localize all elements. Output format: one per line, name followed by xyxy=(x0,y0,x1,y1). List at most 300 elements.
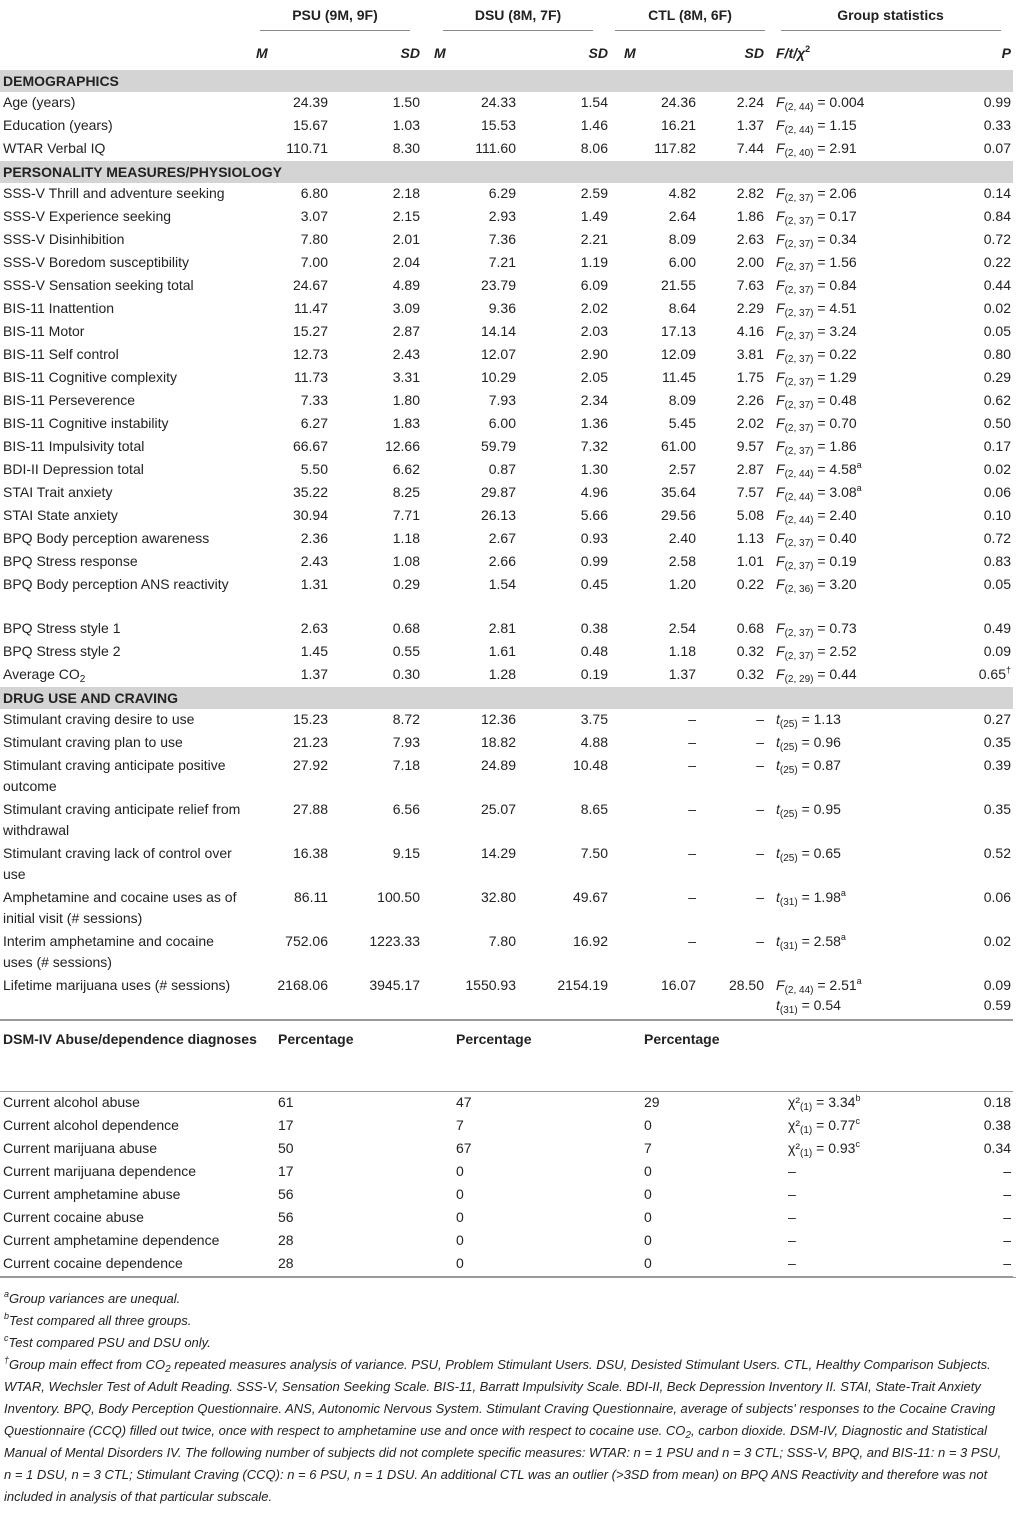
row-label xyxy=(0,618,246,641)
psu-mean-cell: 86.11 xyxy=(294,889,328,905)
dsu-sd-cell: 1.49 xyxy=(580,208,608,224)
ctl-mean-cell: 6.00 xyxy=(668,254,696,270)
row-label-text: BPQ Body perception ANS reactivity xyxy=(3,576,229,592)
dsm-ctl-percentage: 0 xyxy=(644,1163,652,1179)
ctl-mean-cell: – xyxy=(688,711,696,727)
ctl-mean-cell: – xyxy=(688,845,696,861)
dsu-mean-cell: 10.29 xyxy=(480,369,516,385)
psu-mean-cell: 24.67 xyxy=(292,277,328,293)
statistic-df: (2, 37) xyxy=(784,285,814,296)
statistic-symbol: F xyxy=(776,277,785,293)
statistic-df: (2, 44) xyxy=(784,125,814,136)
dsm-row xyxy=(0,1138,1013,1161)
statistic-df: (31) xyxy=(779,897,798,908)
row-label xyxy=(0,574,246,618)
dsm-statistic-cell xyxy=(784,1092,940,1116)
dsu-sd-cell: 49.67 xyxy=(572,889,608,905)
statistic-cell xyxy=(768,321,936,344)
section-header xyxy=(0,687,1013,709)
ctl-mean-cell: 8.64 xyxy=(668,300,696,316)
p-value-text: 0.09 xyxy=(983,977,1011,993)
ctl-mean-cell: 2.64 xyxy=(668,208,696,224)
statistic-footnote-mark: a xyxy=(840,932,846,942)
statistic-text: = 0.73 xyxy=(813,620,857,636)
statistic-cell xyxy=(768,641,936,664)
statistic-text: = 4.51 xyxy=(813,300,857,316)
statistic-df: (2, 44) xyxy=(784,985,814,996)
dsm-statistic-mark: b xyxy=(855,1093,861,1103)
statistic-value xyxy=(776,664,934,684)
row-label-text: BPQ Stress response xyxy=(3,553,138,569)
ctl-sd-cell: 3.81 xyxy=(736,346,764,362)
statistic-symbol: F xyxy=(776,507,785,523)
row-label-text: STAI Trait anxiety xyxy=(3,484,113,500)
statistic-value xyxy=(776,344,934,364)
psu-sd-cell: 8.25 xyxy=(392,484,420,500)
statistic-cell xyxy=(768,799,936,843)
statistic-cell xyxy=(768,436,936,459)
dsu-sd-cell: 7.50 xyxy=(580,845,608,861)
statistic-text: = 0.17 xyxy=(813,208,857,224)
dsm-p-value: 0.38 xyxy=(983,1117,1011,1133)
dsm-row xyxy=(0,1184,1013,1207)
psu-mean-cell: 15.27 xyxy=(292,323,328,339)
dsm-ctl-percentage: 0 xyxy=(644,1255,652,1271)
row-label-text: SSS-V Boredom susceptibility xyxy=(3,254,189,270)
dsu-sd-cell: 4.96 xyxy=(580,484,608,500)
row-label xyxy=(0,887,246,931)
statistic-cell xyxy=(768,275,936,298)
statistic-value xyxy=(776,551,934,571)
statistic-symbol: F xyxy=(776,461,785,477)
p-value-text: 0.02 xyxy=(983,933,1011,949)
dsu-mean-cell: 2.67 xyxy=(488,530,516,546)
statistic-symbol: t xyxy=(776,889,780,905)
table-row xyxy=(0,709,1013,732)
ctl-sd-cell: 1.86 xyxy=(736,208,764,224)
statistic-symbol: t xyxy=(776,801,780,817)
p-value-text: 0.35 xyxy=(983,801,1011,817)
statistic-cell xyxy=(768,931,936,975)
statistic-cell xyxy=(768,367,936,390)
dsu-mean-cell: 6.29 xyxy=(488,185,516,201)
p-value-text: 0.05 xyxy=(983,576,1011,592)
row-label-text: Stimulant craving anticipate relief from withdrawal xyxy=(3,801,241,838)
dsm-p-value: – xyxy=(1003,1232,1011,1248)
psu-sd-cell: 4.89 xyxy=(392,277,420,293)
ctl-mean-header: M xyxy=(624,45,636,61)
statistic-value-2 xyxy=(776,995,934,1015)
dsm-statistic-symbol: – xyxy=(788,1255,796,1271)
psu-sd-cell: 6.56 xyxy=(392,801,420,817)
statistic-symbol: F xyxy=(776,484,785,500)
ctl-mean-cell: 2.54 xyxy=(668,620,696,636)
row-label-text: Interim amphetamine and cocaine uses (# sessions) xyxy=(3,933,214,970)
group-header-psu: PSU (9M, 9F) xyxy=(246,0,424,36)
statistic-symbol: t xyxy=(776,734,780,750)
row-label-text: BIS-11 Motor xyxy=(3,323,85,339)
dsm-dsu-percentage: 67 xyxy=(456,1140,472,1156)
ctl-mean-cell: 2.58 xyxy=(668,553,696,569)
statistic-symbol: F xyxy=(776,666,785,682)
p-value xyxy=(938,390,1011,410)
row-label xyxy=(0,709,246,732)
dsu-sd-cell: 8.65 xyxy=(580,801,608,817)
psu-sd-cell: 1.08 xyxy=(392,553,420,569)
statistic-cell xyxy=(768,528,936,551)
dsu-mean-header: M xyxy=(434,45,446,61)
ctl-mean-cell: 5.45 xyxy=(668,415,696,431)
dsm-row xyxy=(0,1115,1013,1138)
dsu-sd-cell: 0.45 xyxy=(580,576,608,592)
dsu-sd-cell: 2.03 xyxy=(580,323,608,339)
statistic-value xyxy=(776,641,934,661)
row-label xyxy=(0,138,246,161)
dsu-sd-cell: 2.90 xyxy=(580,346,608,362)
statistic-value xyxy=(776,390,934,410)
row-label-text: Age (years) xyxy=(3,94,76,110)
table-row xyxy=(0,321,1013,344)
dsu-mean-cell: 0.87 xyxy=(488,461,516,477)
p-value xyxy=(938,459,1011,479)
p-value-text: 0.52 xyxy=(983,845,1011,861)
statistic-symbol: F xyxy=(776,140,785,156)
dsm-statistic-symbol: – xyxy=(788,1163,796,1179)
dsu-sd-cell: 2.05 xyxy=(580,369,608,385)
row-label-text: Stimulant craving plan to use xyxy=(3,734,183,750)
statistic-value xyxy=(776,298,934,318)
statistic-cell xyxy=(768,505,936,528)
psu-mean-cell: 6.80 xyxy=(300,185,328,201)
p-value-cell xyxy=(936,115,1013,138)
dsu-mean-cell: 2.81 xyxy=(488,620,516,636)
row-label xyxy=(0,229,246,252)
dsm-psu-percentage: 56 xyxy=(278,1186,294,1202)
statistic-value xyxy=(776,799,934,819)
psu-sd-cell: 1223.33 xyxy=(369,933,420,949)
psu-sd-cell: 2.87 xyxy=(392,323,420,339)
p-value-header: P xyxy=(1001,45,1011,61)
table-row xyxy=(0,843,1013,887)
row-label xyxy=(0,732,246,755)
ctl-sd-cell: 1.75 xyxy=(736,369,764,385)
dsu-sd-cell: 2.34 xyxy=(580,392,608,408)
dsm-diagnoses-table xyxy=(0,1020,1013,1277)
dsm-ctl-percentage: 0 xyxy=(644,1232,652,1248)
statistic-text: = 0.65 xyxy=(797,845,841,861)
row-label xyxy=(0,92,246,115)
dsu-sd-cell: 1.19 xyxy=(580,254,608,270)
psu-mean-cell: 7.00 xyxy=(300,254,328,270)
p-value xyxy=(938,367,1011,387)
row-label xyxy=(0,115,246,138)
p-value-text: 0.99 xyxy=(983,94,1011,110)
statistic-symbol: F xyxy=(776,415,785,431)
row-label-text: Stimulant craving anticipate positive outcome xyxy=(3,757,226,794)
statistic-value xyxy=(776,321,934,341)
dsm-p-value: – xyxy=(1003,1255,1011,1271)
dsu-sd-cell: 5.66 xyxy=(580,507,608,523)
table-row xyxy=(0,229,1013,252)
statistic-df: (2, 37) xyxy=(784,628,814,639)
ctl-mean-cell: – xyxy=(688,734,696,750)
dsu-mean-cell: 23.79 xyxy=(480,277,516,293)
statistic-text: = 3.24 xyxy=(813,323,857,339)
table-row xyxy=(0,574,1013,618)
p-value xyxy=(938,115,1011,135)
p-value xyxy=(938,732,1011,752)
statistic-cell xyxy=(768,618,936,641)
dsu-mean-cell: 1.28 xyxy=(488,666,516,682)
dsm-statistic-text: = 0.77 xyxy=(812,1117,856,1133)
psu-mean-cell: 27.92 xyxy=(292,757,328,773)
p-value xyxy=(938,321,1011,341)
statistic-value xyxy=(776,252,934,272)
p-value-cell xyxy=(936,975,1013,1020)
statistic-symbol: F xyxy=(776,977,785,993)
statistic-value xyxy=(776,574,934,594)
statistic-text: = 2.40 xyxy=(813,507,857,523)
p-value-mark: † xyxy=(1005,665,1011,675)
statistic-symbol: F xyxy=(776,231,785,247)
statistic-cell xyxy=(768,252,936,275)
p-value-cell xyxy=(936,755,1013,799)
dsu-sd-cell: 0.19 xyxy=(580,666,608,682)
row-label-text: Stimulant craving desire to use xyxy=(3,711,195,727)
row-label-text: BDI-II Depression total xyxy=(3,461,144,477)
psu-mean-cell: 752.06 xyxy=(285,933,328,949)
statistic-df: (2, 37) xyxy=(784,377,814,388)
p-value-text: 0.17 xyxy=(983,438,1011,454)
ctl-mean-cell: – xyxy=(688,933,696,949)
statistic-symbol: F xyxy=(776,254,785,270)
dsm-row xyxy=(0,1161,1013,1184)
statistic-text: = 1.29 xyxy=(813,369,857,385)
statistic-symbol: F xyxy=(776,576,785,592)
statistic-cell xyxy=(768,115,936,138)
table-row xyxy=(0,528,1013,551)
statistic-value xyxy=(776,931,934,951)
ctl-mean-cell: 16.07 xyxy=(660,977,696,993)
row-label xyxy=(0,505,246,528)
p-value xyxy=(938,975,1011,995)
p-value-text: 0.35 xyxy=(983,734,1011,750)
table-row xyxy=(0,138,1013,161)
row-label-text: SSS-V Sensation seeking total xyxy=(3,277,194,293)
p-value-text: 0.22 xyxy=(983,254,1011,270)
p-value-cell xyxy=(936,505,1013,528)
row-label xyxy=(0,367,246,390)
p-value xyxy=(938,252,1011,272)
dsm-statistic-cell xyxy=(784,1253,940,1277)
dsu-mean-cell: 7.93 xyxy=(488,392,516,408)
statistic-cell xyxy=(768,975,936,1020)
statistic-symbol: F xyxy=(776,185,785,201)
p-value xyxy=(938,664,1011,684)
ctl-sd-cell: 0.32 xyxy=(736,666,764,682)
row-label xyxy=(0,664,246,687)
psu-sd-cell: 3.31 xyxy=(392,369,420,385)
p-value-cell xyxy=(936,732,1013,755)
p-value-text: 0.02 xyxy=(983,461,1011,477)
statistic-text: = 3.20 xyxy=(813,576,857,592)
dsm-ctl-percentage: 0 xyxy=(644,1117,652,1133)
table-row xyxy=(0,390,1013,413)
p-value xyxy=(938,574,1011,594)
dsm-statistic-cell xyxy=(784,1138,940,1161)
statistic-value xyxy=(776,229,934,249)
psu-sd-cell: 1.03 xyxy=(392,117,420,133)
dsm-p-value: 0.18 xyxy=(983,1094,1011,1110)
statistic-symbol: F xyxy=(776,94,785,110)
dsu-mean-cell: 12.07 xyxy=(480,346,516,362)
statistic-df: (31) xyxy=(779,941,798,952)
statistic-text: = 0.87 xyxy=(797,757,841,773)
statistic-symbol: F xyxy=(776,300,785,316)
statistic-cell xyxy=(768,732,936,755)
table-row xyxy=(0,298,1013,321)
row-label-text: WTAR Verbal IQ xyxy=(3,140,106,156)
row-label xyxy=(0,482,246,505)
psu-mean-cell: 2.36 xyxy=(300,530,328,546)
dsm-statistic-symbol: – xyxy=(788,1232,796,1248)
ctl-sd-cell: 2.29 xyxy=(736,300,764,316)
dsm-dsu-percentage: 0 xyxy=(456,1209,464,1225)
dsu-sd-cell: 2.59 xyxy=(580,185,608,201)
table-row xyxy=(0,413,1013,436)
ctl-mean-cell: 4.82 xyxy=(668,185,696,201)
statistic-symbol: F xyxy=(776,643,785,659)
row-label xyxy=(0,344,246,367)
statistic-symbol: F xyxy=(776,530,785,546)
statistic-df: (2, 37) xyxy=(784,354,814,365)
p-value-text: 0.84 xyxy=(983,208,1011,224)
dsu-mean-cell: 2.66 xyxy=(488,553,516,569)
ctl-mean-cell: 1.37 xyxy=(668,666,696,682)
ctl-mean-cell: 16.21 xyxy=(660,117,696,133)
p-value-text: 0.49 xyxy=(983,620,1011,636)
p-value-text: 0.80 xyxy=(983,346,1011,362)
statistic-value xyxy=(776,887,934,907)
psu-sd-cell: 1.18 xyxy=(392,530,420,546)
row-label-text: BPQ Body perception awareness xyxy=(3,530,210,546)
statistic-cell xyxy=(768,459,936,482)
dsm-title: DSM-IV Abuse/dependence diagnoses xyxy=(0,1021,276,1092)
psu-sd-cell: 0.55 xyxy=(392,643,420,659)
p-value-cell xyxy=(936,390,1013,413)
statistic-text: = 3.08 xyxy=(813,484,857,500)
table-row xyxy=(0,482,1013,505)
statistic-cell xyxy=(768,206,936,229)
ctl-sd-cell: – xyxy=(756,933,764,949)
ctl-sd-header: SD xyxy=(744,45,764,61)
p-value xyxy=(938,436,1011,456)
ctl-mean-cell: 8.09 xyxy=(668,231,696,247)
psu-sd-cell: 12.66 xyxy=(384,438,420,454)
row-label-subscript: 2 xyxy=(79,674,86,685)
ctl-sd-cell: 1.01 xyxy=(736,553,764,569)
dsm-statistic-text: = 0.93 xyxy=(812,1140,856,1156)
row-label xyxy=(0,298,246,321)
ctl-sd-cell: 4.16 xyxy=(736,323,764,339)
table-row xyxy=(0,755,1013,799)
statistic-cell xyxy=(768,298,936,321)
dsu-sd-cell: 0.38 xyxy=(580,620,608,636)
statistic-text: = 0.84 xyxy=(813,277,857,293)
statistic-cell xyxy=(768,551,936,574)
p-value xyxy=(938,344,1011,364)
ctl-sd-cell: 28.50 xyxy=(728,977,764,993)
dsm-row-label: Current alcohol abuse xyxy=(3,1094,140,1110)
dsu-sd-cell: 1.30 xyxy=(580,461,608,477)
p-value-cell xyxy=(936,843,1013,887)
p-value-text: 0.06 xyxy=(983,889,1011,905)
statistic-value xyxy=(776,413,934,433)
p-value-text: 0.44 xyxy=(983,277,1011,293)
ctl-mean-cell: 24.36 xyxy=(660,94,696,110)
p-value xyxy=(938,755,1011,775)
p-value xyxy=(938,618,1011,638)
p-value xyxy=(938,799,1011,819)
p-value-text: 0.07 xyxy=(983,140,1011,156)
statistic-df: (2, 44) xyxy=(784,515,814,526)
statistic-df: (2, 29) xyxy=(784,674,814,685)
dsu-mean-cell: 26.13 xyxy=(480,507,516,523)
statistic-text: = 1.56 xyxy=(813,254,857,270)
table-row xyxy=(0,275,1013,298)
section-header xyxy=(0,70,1013,92)
row-label-text: SSS-V Thrill and adventure seeking xyxy=(3,185,225,201)
p-value-text: 0.72 xyxy=(983,231,1011,247)
ctl-sd-cell: 2.63 xyxy=(736,231,764,247)
psu-sd-cell: 0.30 xyxy=(392,666,420,682)
psu-mean-cell: 21.23 xyxy=(292,734,328,750)
statistic-value xyxy=(776,183,934,203)
dsu-mean-cell: 25.07 xyxy=(480,801,516,817)
statistic-cell xyxy=(768,413,936,436)
statistic-value xyxy=(776,436,934,456)
p-value-cell xyxy=(936,436,1013,459)
ctl-sd-cell: 2.26 xyxy=(736,392,764,408)
p-value-cell xyxy=(936,528,1013,551)
dsu-mean-cell: 1550.93 xyxy=(465,977,516,993)
dsu-mean-cell: 1.61 xyxy=(488,643,516,659)
section-title: DRUG USE AND CRAVING xyxy=(0,687,1013,709)
p-value-text: 0.39 xyxy=(983,757,1011,773)
dsm-row xyxy=(0,1207,1013,1230)
psu-mean-cell: 2.63 xyxy=(300,620,328,636)
p-value xyxy=(938,931,1011,951)
p-value-cell xyxy=(936,482,1013,505)
row-label xyxy=(0,436,246,459)
dsu-mean-cell: 24.89 xyxy=(480,757,516,773)
dsm-row-label: Current alcohol dependence xyxy=(3,1117,179,1133)
statistic-df: (2, 37) xyxy=(784,651,814,662)
psu-mean-cell: 7.33 xyxy=(300,392,328,408)
p-value-text: 0.14 xyxy=(983,185,1011,201)
ctl-mean-cell: 117.82 xyxy=(654,140,696,156)
psu-mean-cell: 5.50 xyxy=(300,461,328,477)
statistic-text: = 0.48 xyxy=(813,392,857,408)
ctl-mean-cell: 11.45 xyxy=(662,369,696,385)
statistic-df: (2, 37) xyxy=(784,193,814,204)
statistic-value xyxy=(776,505,934,525)
dsu-sd-cell: 6.09 xyxy=(580,277,608,293)
statistic-text: = 0.004 xyxy=(813,94,865,110)
statistic-value xyxy=(776,138,934,158)
psu-sd-header: SD xyxy=(400,45,420,61)
dsu-sd-cell: 0.93 xyxy=(580,530,608,546)
